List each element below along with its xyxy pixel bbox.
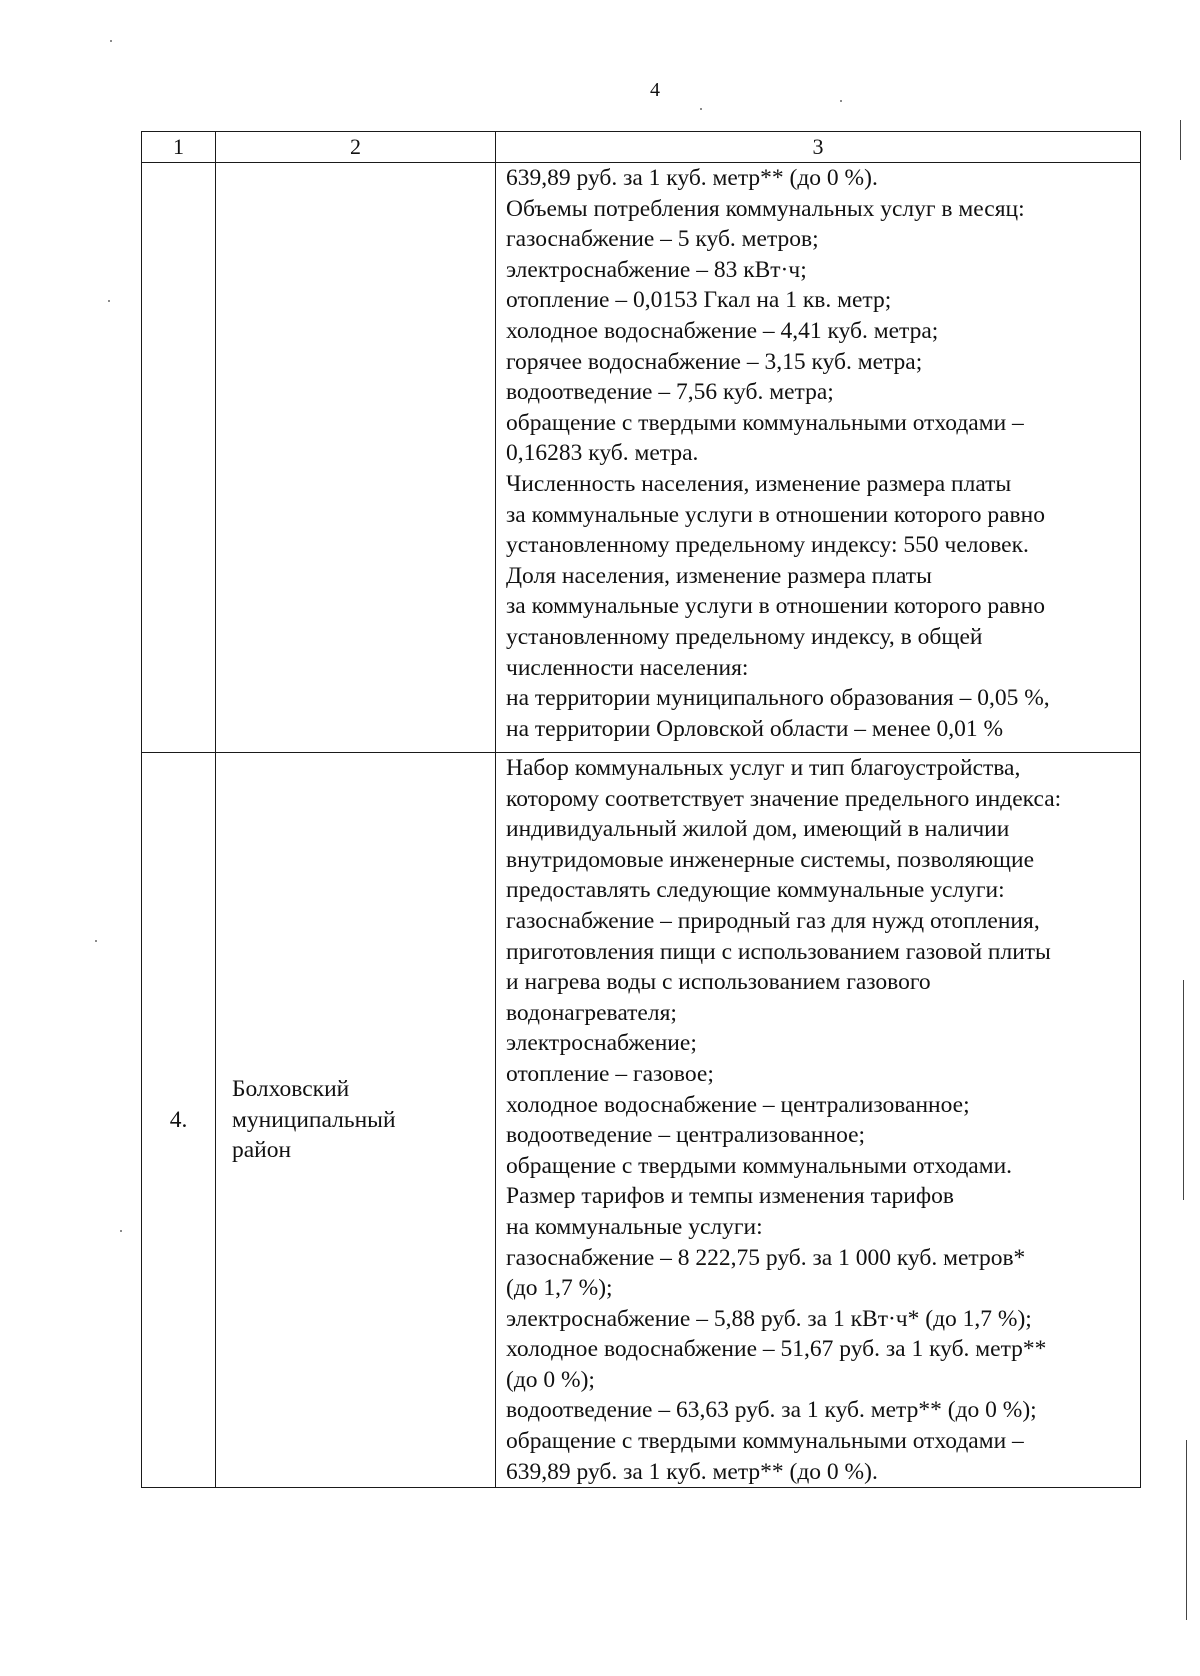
row-continued-text-line: за коммунальные услуги в отношении которого равно bbox=[506, 593, 1045, 620]
row-continued-text-line: горячее водоснабжение – 3,15 куб. метра; bbox=[506, 348, 923, 375]
row-4-text-line: водонагревателя; bbox=[506, 999, 677, 1026]
row-continued-text-line: Объемы потребления коммунальных услуг в месяц: bbox=[506, 195, 1025, 222]
row-continued-text-line: Численность населения, изменение размера платы bbox=[506, 470, 1012, 497]
row-continued-text-line: за коммунальные услуги в отношении которого равно bbox=[506, 501, 1045, 528]
row-4-text-line: на коммунальные услуги: bbox=[506, 1213, 763, 1240]
row-continued-text-line: водоотведение – 7,56 куб. метра; bbox=[506, 379, 834, 406]
row-4-text-line: электроснабжение – 5,88 руб. за 1 кВт·ч* (до 1,7 %); bbox=[506, 1305, 1032, 1332]
header-col-2: 2 bbox=[216, 132, 496, 163]
table-header-row bbox=[142, 132, 1141, 163]
row-4-text-line: которому соответствует значение предельного индекса: bbox=[506, 785, 1062, 812]
row-4-text-line: отопление – газовое; bbox=[506, 1060, 714, 1087]
row-4-text-line: водоотведение – централизованное; bbox=[506, 1122, 866, 1149]
scan-speck bbox=[700, 108, 702, 110]
row-4-text-line: индивидуальный жилой дом, имеющий в наличии bbox=[506, 816, 1010, 843]
row-continued-text-cell bbox=[496, 163, 1141, 753]
row-4-text-line: обращение с твердыми коммунальными отходами. bbox=[506, 1152, 1013, 1179]
row-4-text-line: внутридомовые инженерные системы, позволяющие bbox=[506, 846, 1035, 873]
row-4-text-line: (до 1,7 %); bbox=[506, 1275, 613, 1302]
row-continued-text-line: установленному предельному индексу: 550 человек. bbox=[506, 532, 1029, 559]
row-continued-text-line: газоснабжение – 5 куб. метров; bbox=[506, 226, 819, 253]
row-continued-text-line: на территории муниципального образования – 0,05 %, bbox=[506, 685, 1050, 712]
row-continued-text-line: установленному предельному индексу, в общей bbox=[506, 623, 983, 650]
row-4-text-line: газоснабжение – 8 222,75 руб. за 1 000 куб. метров* bbox=[506, 1244, 1026, 1271]
row-continued-text-line: 639,89 руб. за 1 куб. метр** (до 0 %). bbox=[506, 165, 878, 191]
scan-speck bbox=[95, 940, 97, 942]
row-4-name-cell bbox=[216, 753, 496, 1488]
row-continued-number-cell bbox=[142, 163, 216, 753]
row-4-text-line: Размер тарифов и темпы изменения тарифов bbox=[506, 1183, 954, 1210]
row-continued-text-line: обращение с твердыми коммунальными отходами – bbox=[506, 409, 1024, 436]
row-4-name-line-3: район bbox=[232, 1137, 292, 1164]
scan-edge-line bbox=[1180, 120, 1181, 160]
row-continued-text-line: численности населения: bbox=[506, 654, 749, 681]
row-4-text-line: электроснабжение; bbox=[506, 1030, 697, 1057]
row-4-text-line: приготовления пищи с использованием газовой плиты bbox=[506, 938, 1051, 965]
row-4-text-cell bbox=[496, 753, 1141, 1488]
row-4-name-line-2: муниципальный bbox=[232, 1106, 396, 1133]
row-continued-text-line: 0,16283 куб. метра. bbox=[506, 440, 699, 467]
row-4-text-line: Набор коммунальных услуг и тип благоустройства, bbox=[506, 755, 1021, 781]
row-4-text-line: холодное водоснабжение – централизованное; bbox=[506, 1091, 970, 1118]
scan-speck bbox=[110, 40, 112, 42]
row-4-text-line: 639,89 руб. за 1 куб. метр** (до 0 %). bbox=[506, 1458, 878, 1485]
header-col-1: 1 bbox=[142, 132, 216, 163]
row-continued-text-line: холодное водоснабжение – 4,41 куб. метра; bbox=[506, 317, 939, 344]
table-row-4 bbox=[142, 753, 1141, 1488]
tariff-table bbox=[141, 131, 1141, 1488]
row-4-text-line: газоснабжение – природный газ для нужд отопления, bbox=[506, 907, 1040, 934]
scan-edge-line bbox=[1186, 1440, 1187, 1620]
row-4-text-line: водоотведение – 63,63 руб. за 1 куб. метр** (до 0 %); bbox=[506, 1397, 1037, 1424]
page-number: 4 bbox=[650, 79, 660, 101]
row-4-text-line: обращение с твердыми коммунальными отходами – bbox=[506, 1428, 1024, 1455]
scan-speck bbox=[840, 100, 842, 102]
row-continued-text-line: отопление – 0,0153 Гкал на 1 кв. метр; bbox=[506, 287, 892, 314]
row-continued-text-line: электроснабжение – 83 кВт·ч; bbox=[506, 256, 807, 283]
row-continued-text-line: на территории Орловской области – менее 0,01 % bbox=[506, 715, 1004, 742]
row-4-text-line: (до 0 %); bbox=[506, 1366, 595, 1393]
row-4-text-line: и нагрева воды с использованием газового bbox=[506, 969, 931, 996]
scan-edge-line bbox=[1183, 980, 1184, 1200]
row-4-text-line: холодное водоснабжение – 51,67 руб. за 1 куб. метр** bbox=[506, 1336, 1047, 1363]
row-4-name-line-1: Болховский bbox=[232, 1076, 350, 1103]
row-4-number: 4. bbox=[142, 753, 216, 1488]
table-row-continued bbox=[142, 163, 1141, 753]
header-col-3: 3 bbox=[496, 132, 1141, 163]
row-4-text bbox=[496, 753, 1140, 1487]
row-continued-text-line: Доля населения, изменение размера платы bbox=[506, 562, 932, 589]
row-continued-name-cell bbox=[216, 163, 496, 753]
scan-speck bbox=[120, 1230, 122, 1232]
row-continued-text bbox=[496, 163, 1140, 744]
row-4-text-line: предоставлять следующие коммунальные услуги: bbox=[506, 877, 1005, 904]
scan-speck bbox=[108, 300, 110, 302]
